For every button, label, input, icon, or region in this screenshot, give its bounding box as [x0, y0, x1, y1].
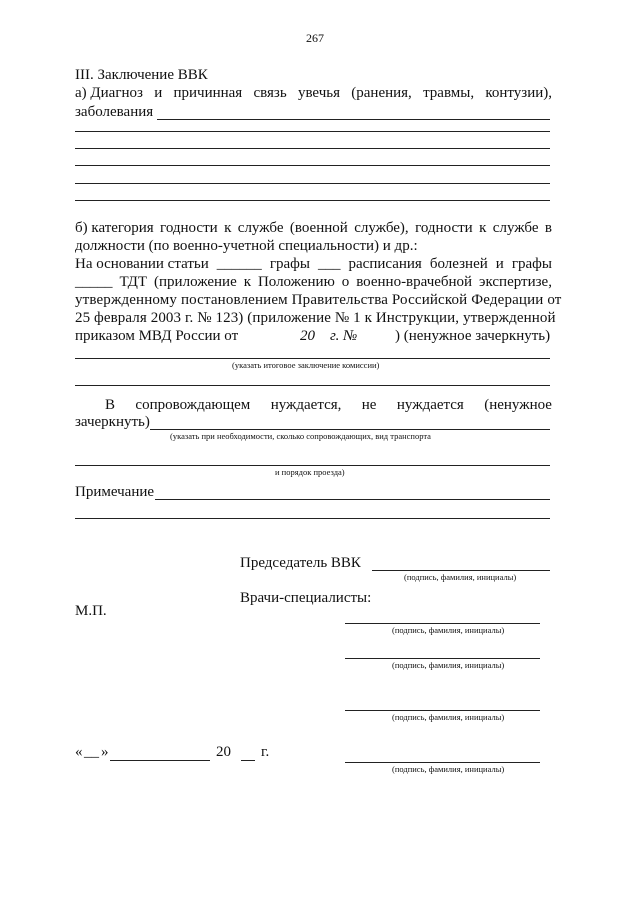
- signature-caption: (подпись, фамилия, инициалы): [392, 660, 505, 670]
- part-b-line-7-prefix: приказом МВД России от: [75, 328, 239, 344]
- order-date-field[interactable]: 20 г. №: [300, 328, 358, 344]
- specialist-signature-field[interactable]: [345, 762, 540, 763]
- date-year-suffix: г.: [261, 744, 270, 760]
- date-day-field[interactable]: __: [84, 744, 99, 760]
- note-label: Примечание: [75, 484, 155, 500]
- date-open-quote: «: [75, 744, 83, 760]
- note-field[interactable]: [155, 499, 550, 500]
- seal-label: М.П.: [75, 603, 107, 619]
- signature-caption: (подпись, фамилия, инициалы): [392, 625, 505, 635]
- date-year-prefix: 20: [216, 744, 231, 760]
- specialist-signature-field[interactable]: [345, 658, 540, 659]
- part-a-line-1: а) Диагноз и причинная связь увечья (ранения, травмы, контузии),: [75, 85, 552, 101]
- final-conclusion-caption: (указать итоговое заключение комиссии): [232, 360, 380, 370]
- specialist-signature-field[interactable]: [345, 710, 540, 711]
- part-b-line-6: 25 февраля 2003 г. № 123) (приложение № 1 к Инструкции, утвержденной: [75, 310, 556, 326]
- diagnosis-label: заболевания: [75, 104, 154, 120]
- part-b-line-7-suffix: ) (ненужное зачеркнуть): [395, 328, 551, 344]
- diagnosis-line[interactable]: [75, 183, 550, 184]
- part-b-line-1: б) категория годности к службе (военной службе), годности к службе в: [75, 220, 552, 236]
- chairman-label: Председатель ВВК: [240, 555, 361, 571]
- part-b-line-3: На основании статьи ______ графы ___ расписания болезней и графы: [75, 256, 552, 272]
- chairman-signature-caption: (подпись, фамилия, инициалы): [404, 572, 517, 582]
- escort-line[interactable]: [75, 465, 550, 466]
- chairman-signature-field[interactable]: [372, 570, 550, 571]
- section-title: III. Заключение ВВК: [75, 67, 208, 83]
- diagnosis-line[interactable]: [75, 200, 550, 201]
- date-close-quote: »: [101, 744, 109, 760]
- escort-caption-2: и порядок проезда): [275, 467, 345, 477]
- final-conclusion-field[interactable]: [75, 358, 550, 359]
- signature-caption: (подпись, фамилия, инициалы): [392, 712, 505, 722]
- escort-field[interactable]: [150, 429, 550, 430]
- escort-line-2: зачеркнуть): [75, 414, 150, 430]
- diagnosis-line[interactable]: [75, 148, 550, 149]
- escort-line-1: В сопровождающем нуждается, не нуждается (ненужное: [105, 397, 552, 413]
- part-b-line-4: _____ ТДТ (приложение к Положению о военно-врачебной экспертизе,: [75, 274, 552, 290]
- diagnosis-line[interactable]: [75, 165, 550, 166]
- diagnosis-field[interactable]: [157, 119, 550, 120]
- date-month-field[interactable]: [110, 760, 210, 761]
- signature-caption: (подпись, фамилия, инициалы): [392, 764, 505, 774]
- part-b-line-2: должности (по военно-учетной специальности) и др.:: [75, 238, 418, 254]
- diagnosis-line[interactable]: [75, 131, 550, 132]
- part-b-line-5: утвержденному постановлением Правительства Российской Федерации от: [75, 292, 562, 308]
- date-year-field[interactable]: [241, 760, 255, 761]
- escort-caption-1: (указать при необходимости, сколько сопровождающих, вид транспорта: [170, 431, 431, 441]
- specialists-label: Врачи-специалисты:: [240, 590, 372, 606]
- final-conclusion-line[interactable]: [75, 385, 550, 386]
- specialist-signature-field[interactable]: [345, 623, 540, 624]
- page-number: 267: [306, 31, 324, 45]
- note-line[interactable]: [75, 518, 550, 519]
